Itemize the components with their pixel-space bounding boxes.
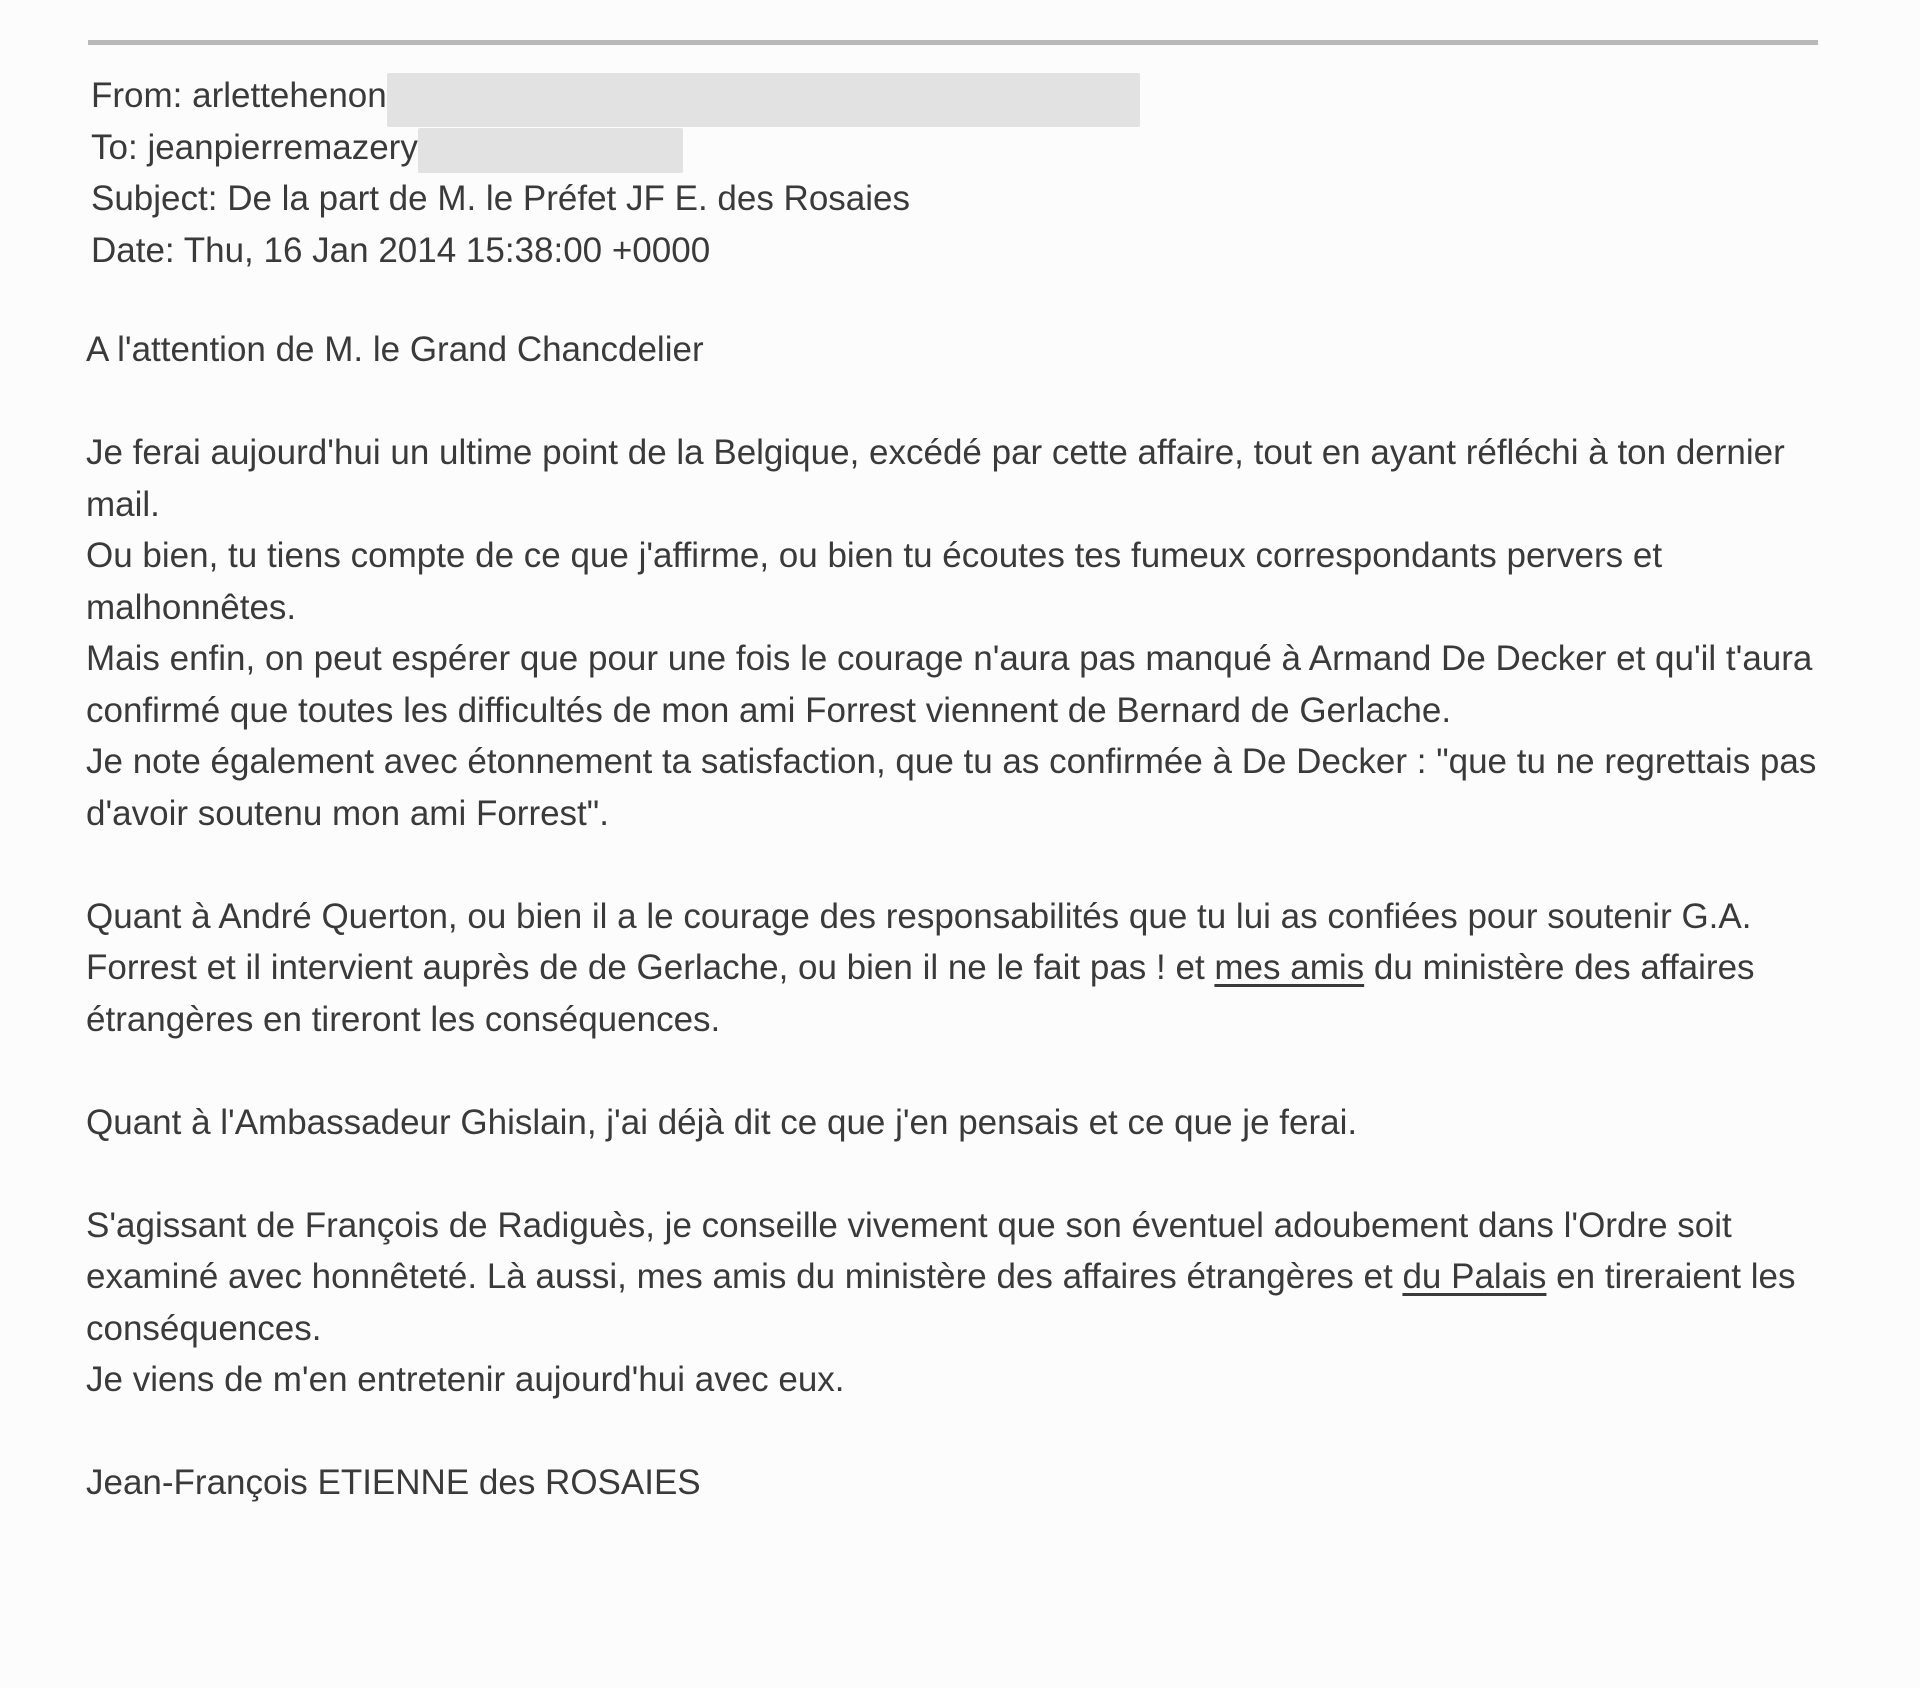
text-run: du ministère des affaires étrangères en tireront les conséquences.: [86, 948, 1755, 1039]
paragraph: Quant à l'Ambassadeur Ghislain, j'ai déjà dit ce que j'en pensais et ce que je ferai.: [86, 1102, 1358, 1142]
date-label: Date:: [91, 230, 175, 270]
salutation: A l'attention de M. le Grand Chancdelier: [86, 330, 704, 369]
email-headers: [91, 70, 1140, 276]
signature: Jean-François ETIENNE des ROSAIES: [86, 1463, 701, 1502]
from-line: [91, 70, 1140, 122]
to-line: [91, 122, 1140, 174]
to-label: To:: [91, 127, 138, 167]
from-value: arlettehenon: [192, 76, 387, 115]
redacted-block: [418, 128, 683, 173]
email-body: [86, 324, 1846, 1509]
paragraph: Je ferai aujourd'hui un ultime point de la Belgique, excédé par cette affaire, tout en ayant réfléchi à ton dernier mail.: [86, 433, 1785, 524]
subject-line: [91, 173, 1140, 225]
to-value: jeanpierremazery: [147, 127, 418, 167]
paragraph: Ou bien, tu tiens compte de ce que j'affirme, ou bien tu écoutes tes fumeux correspondants pervers et malhonnêtes.: [86, 536, 1663, 627]
paragraph: Je note également avec étonnement ta satisfaction, que tu as confirmée à De Decker : "que tu ne regrettais pas d'avoir soutenu mon ami Forrest".: [86, 742, 1817, 833]
text-run: Quant à André Querton, ou bien il a le courage des responsabilités que tu lui as confiées pour soutenir G.A. Forrest et il intervient auprès de de Gerlache, ou bien il ne le fait pas ! et: [86, 896, 1752, 987]
text-run: en tireraient les conséquences.: [86, 1257, 1796, 1348]
paragraph: Je viens de m'en entretenir aujourd'hui avec eux.: [86, 1360, 845, 1399]
date-line: [91, 225, 1140, 277]
paragraph: Mais enfin, on peut espérer que pour une fois le courage n'aura pas manqué à Armand De Decker et qu'il t'aura confirmé que toutes les difficultés de mon ami Forrest viennent de Bernard de Gerlache.: [86, 639, 1813, 730]
redacted-block: [387, 73, 1140, 127]
date-value: Thu, 16 Jan 2014 15:38:00 +0000: [183, 230, 711, 270]
paragraph-radigues: [86, 1200, 1846, 1355]
subject-value: De la part de M. le Préfet JF E. des Rosaies: [227, 179, 910, 218]
from-label: From:: [91, 76, 183, 115]
subject-label: Subject:: [91, 179, 218, 218]
underlined-text: du Palais: [1402, 1257, 1547, 1296]
text-run: S'agissant de François de Radiguès, je conseille vivement que son éventuel adoubement dans l'Ordre soit examiné avec honnêteté. Là aussi, mes amis du ministère des affaires étrangères et: [86, 1205, 1732, 1296]
underlined-text: mes amis: [1214, 948, 1365, 987]
top-rule: [88, 40, 1818, 45]
paragraph-querton: [86, 891, 1846, 1046]
